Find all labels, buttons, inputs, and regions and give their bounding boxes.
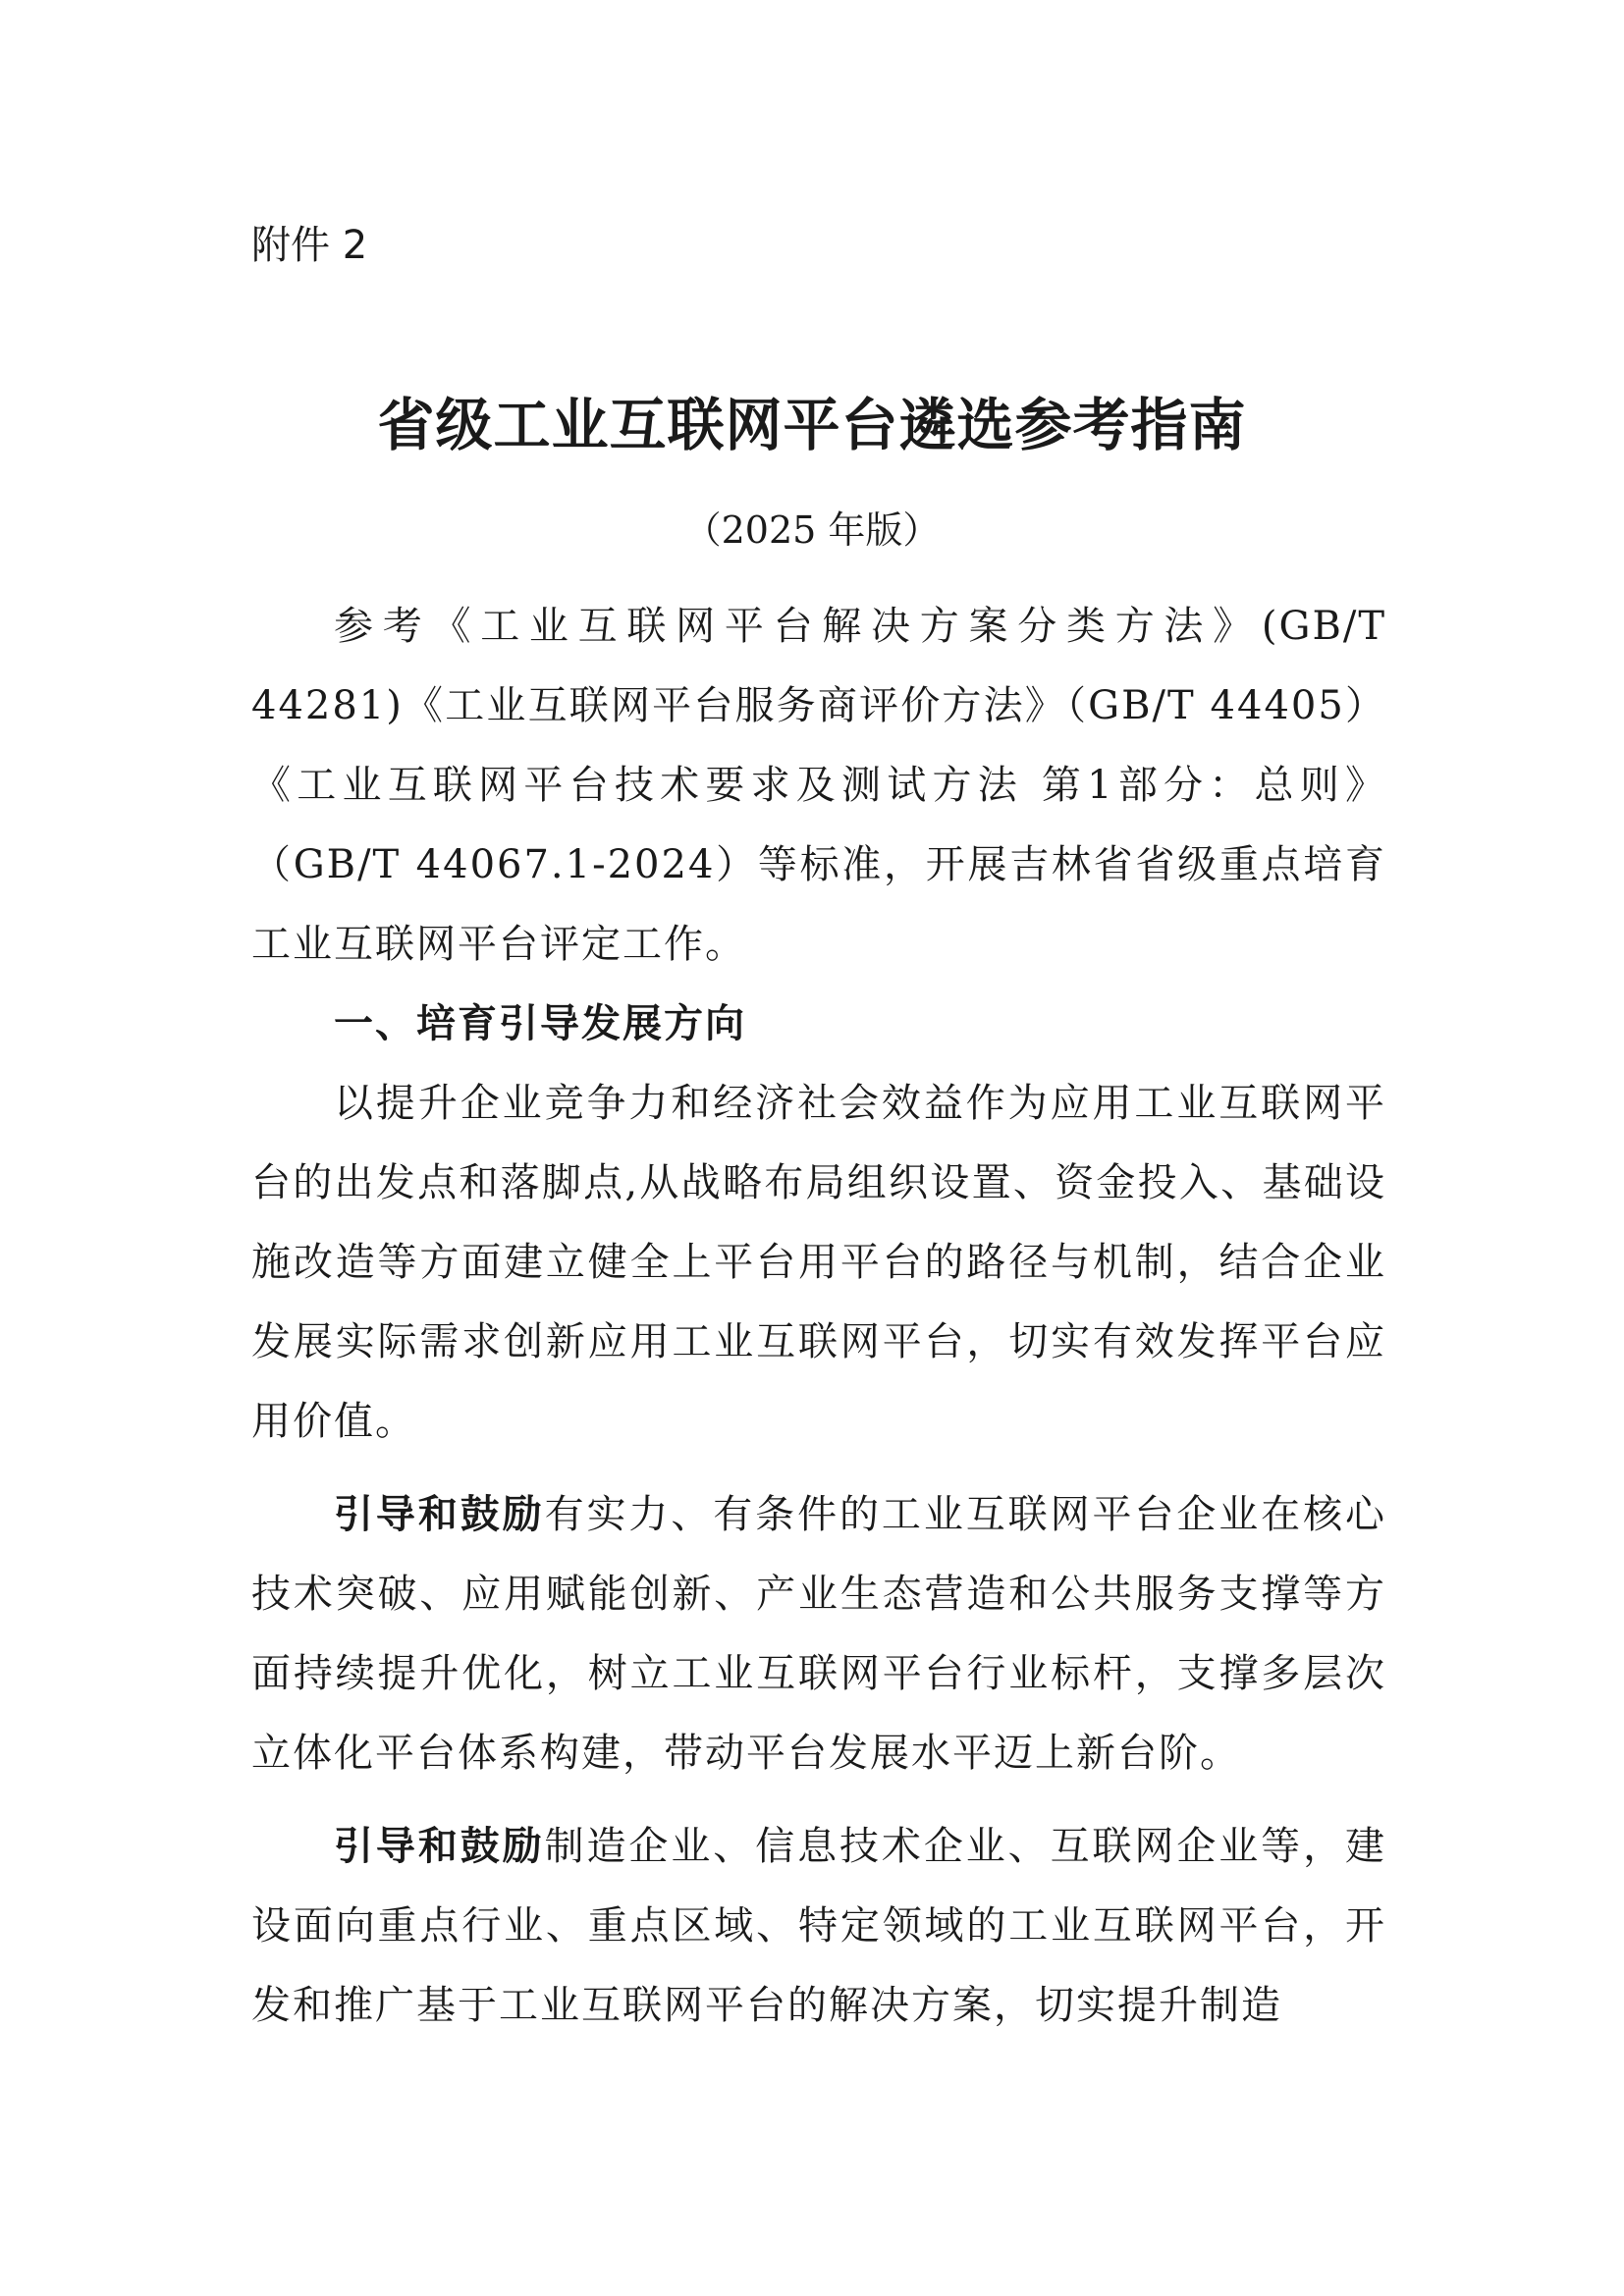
paragraph-spacer — [251, 1462, 1386, 1475]
intro-paragraph: 参考《工业互联网平台解决方案分类方法》(GB/T 44281)《工业互联网平台服务商评价方法》（GB/T 44405）《工业互联网平台技术要求及测试方法 第1部分：总则》（GB/T 44067.1-2024）等标准，开展吉林省省级重点培育工业互联网平台评定工作。 — [251, 604, 1386, 967]
document-title: 省级工业互联网平台遴选参考指南 — [377, 392, 1247, 458]
bold-lead-text: 引导和鼓励 — [334, 1824, 545, 1869]
document-body — [251, 587, 1386, 2046]
guidance-paragraph — [251, 1475, 1386, 1793]
edition-label: （2025 年版） — [683, 508, 941, 552]
paragraph-text: 制造企业、信息技术企业、互联网企业等，建设面向重点行业、重点区域、特定领域的工业互联网平台，开发和推广基于工业互联网平台的解决方案，切实提升制造 — [251, 1824, 1387, 2028]
guidance-paragraph — [251, 1807, 1386, 2046]
bold-lead-text: 引导和鼓励 — [334, 1492, 545, 1537]
paragraph-spacer — [251, 1793, 1386, 1807]
attachment-label: 附件 2 — [251, 223, 368, 268]
section-heading: 一、培育引导发展方向 — [334, 1001, 746, 1046]
section-paragraph: 以提升企业竞争力和经济社会效益作为应用工业互联网平台的出发点和落脚点,从战略布局组织设置、资金投入、基础设施改造等方面建立健全上平台用平台的路径与机制，结合企业发展实际需求创新应用工业互联网平台，切实有效发挥平台应用价值。 — [251, 1081, 1386, 1444]
paragraph-text: 有实力、有条件的工业互联网平台企业在核心技术突破、应用赋能创新、产业生态营造和公共服务支撑等方面持续提升优化，树立工业互联网平台行业标杆，支撑多层次立体化平台体系构建，带动平台发展水平迈上新台阶。 — [251, 1492, 1387, 1776]
